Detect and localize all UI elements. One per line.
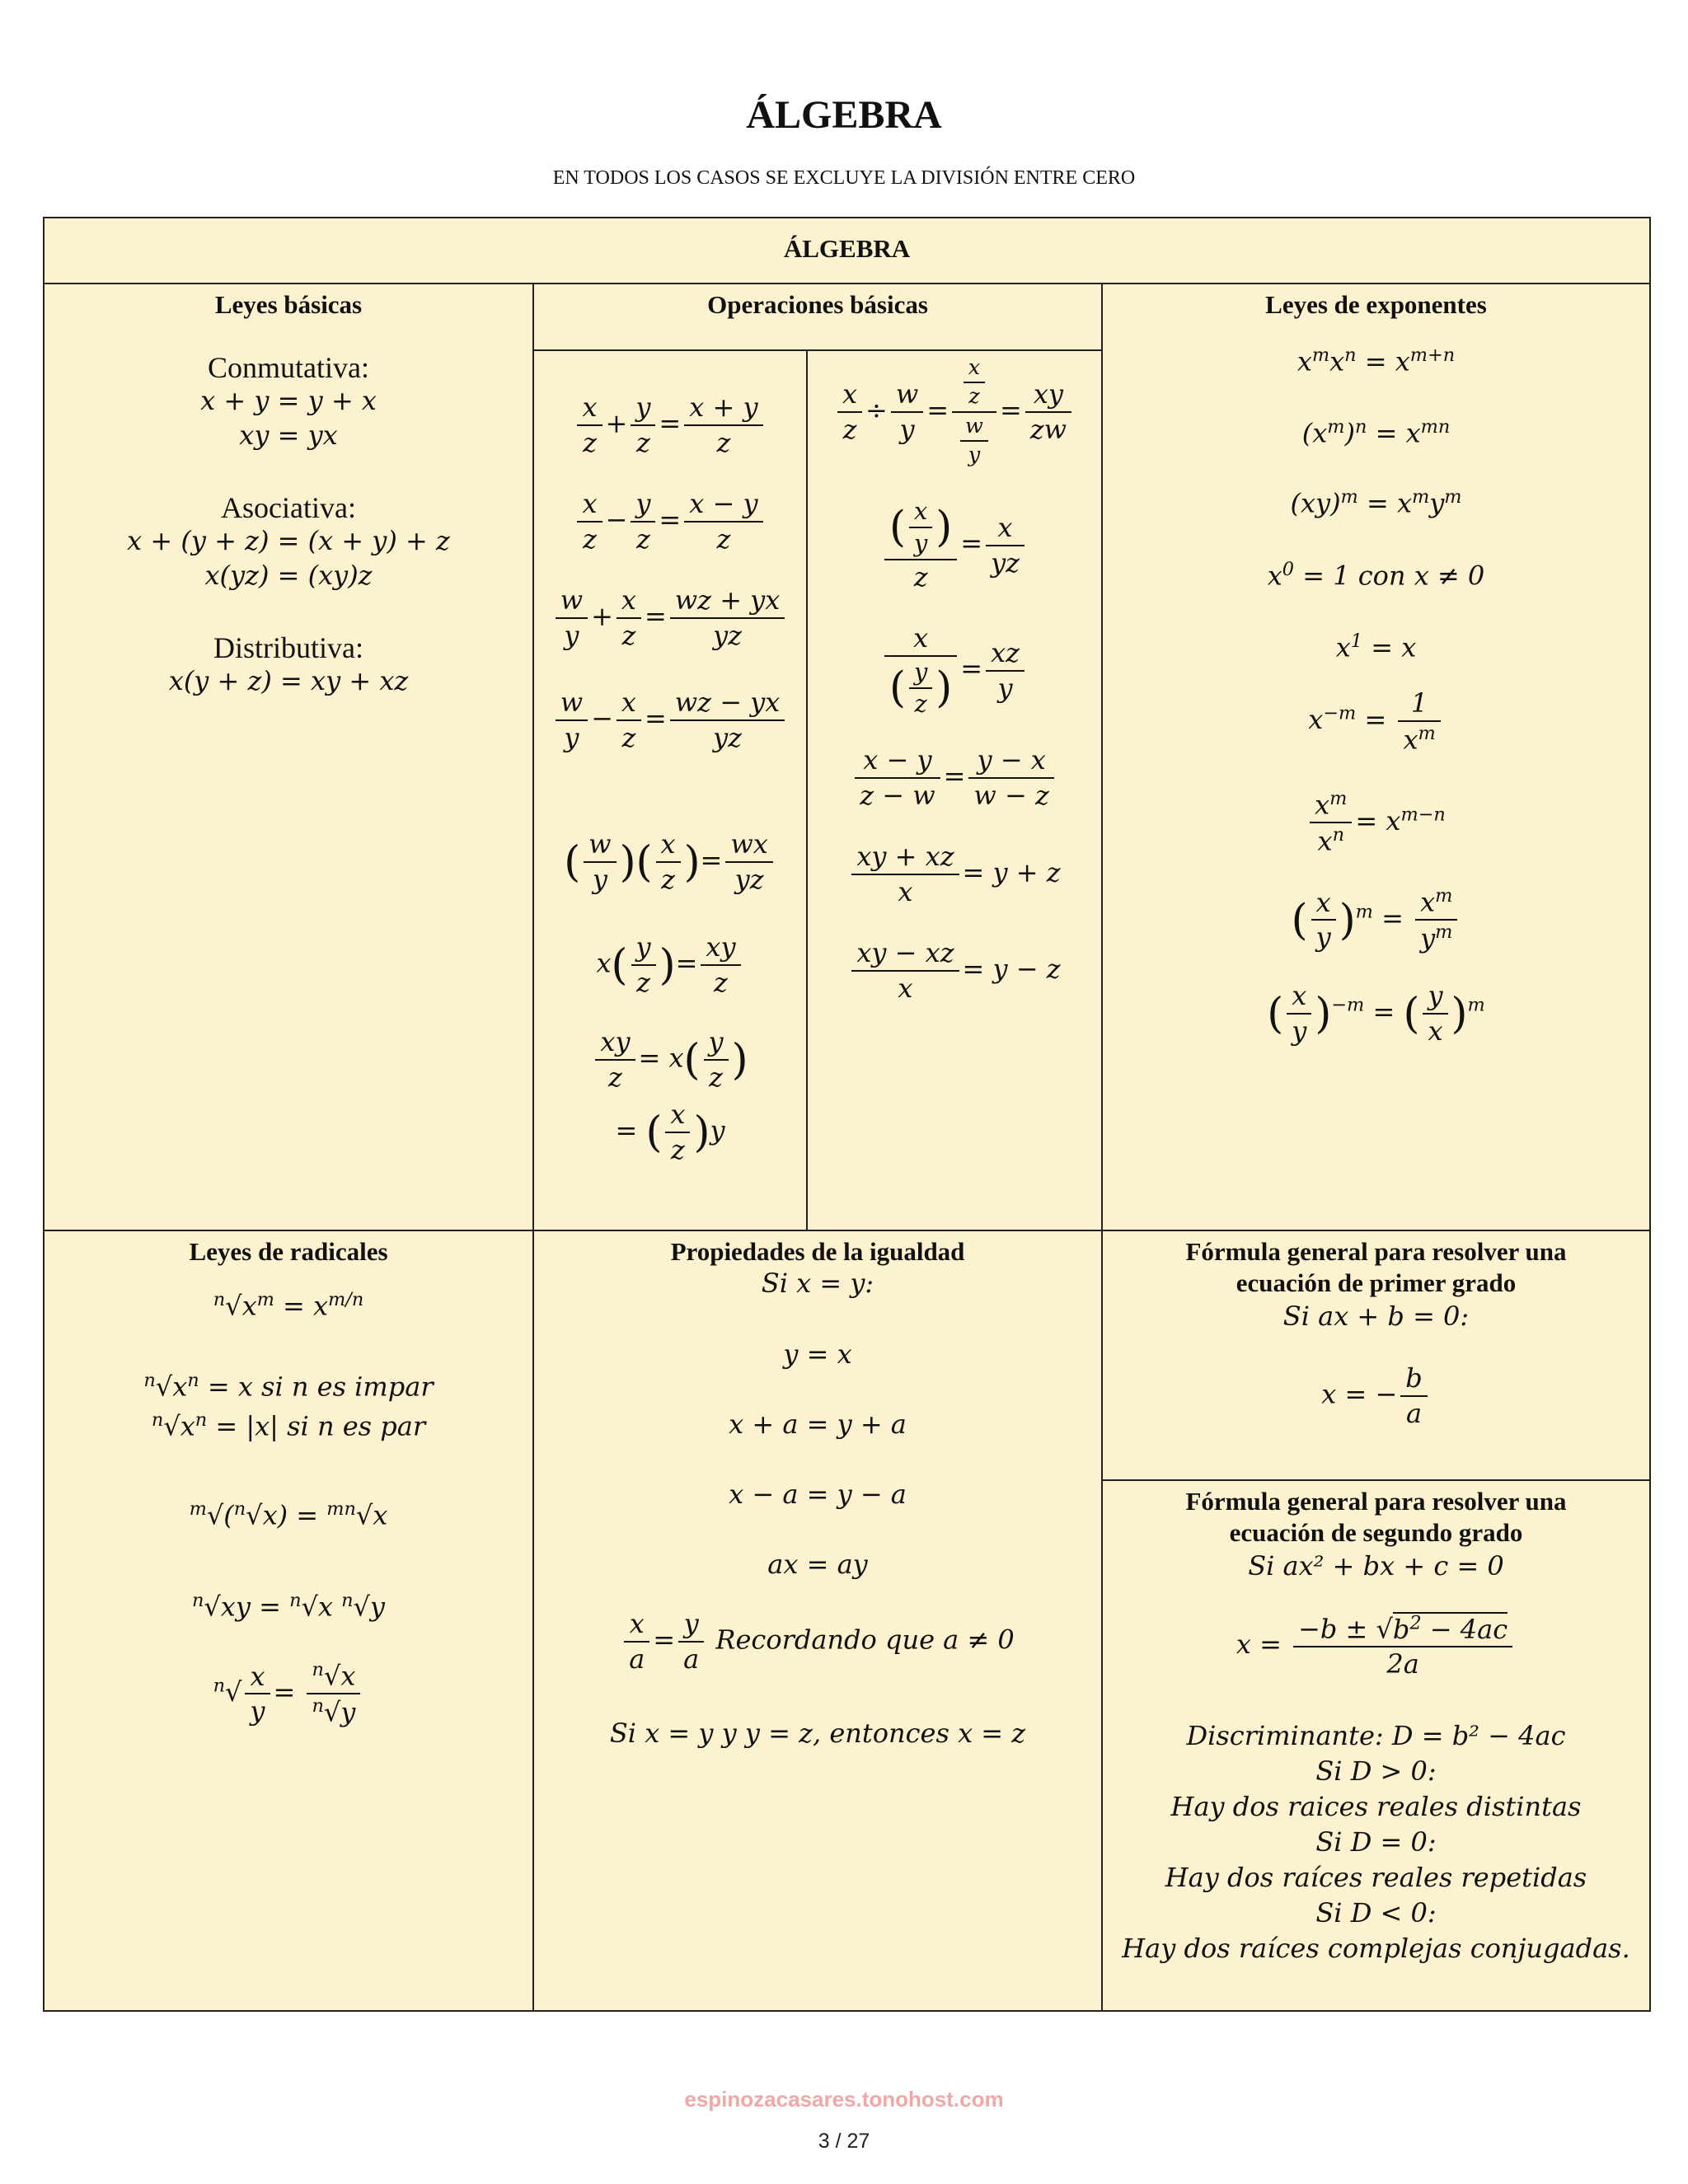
formula-table [43, 217, 1651, 2012]
equality-properties-header: Propiedades de la igualdad [670, 1237, 965, 1266]
radical-to-exponent: $^n√x^m = x^{m/n}$ [213, 1289, 364, 1322]
distributive-label: Distributiva: [213, 631, 363, 664]
fraction-rearrangement: $\frac{xy}{z}$ = x( $\frac{y}{z}$ ) [534, 1027, 806, 1093]
exp-negative: $x^{-m}$ = $\frac{1}{x^m}$ [1103, 688, 1649, 755]
page-subtitle: EN TODOS LOS CASOS SE EXCLUYE LA DIVISIÓN ENTRE CERO [552, 167, 1136, 189]
second-degree-header-1: Fórmula general para resolver una [1185, 1487, 1567, 1516]
equality-symmetric: y = x [783, 1338, 852, 1370]
exp-quotient: $\frac{x^m}{x^n}$ = $x^{m-n}$ [1103, 789, 1649, 857]
exp-fraction-power: ( $\frac{x}{y}$ )$^m$ = $\frac{x^m}{y^m}$ [1103, 886, 1649, 954]
equality-intro: Si x = y: [761, 1268, 874, 1299]
first-degree-header-2: ecuación de primer grado [1236, 1268, 1517, 1297]
quadratic-formula: x = $\frac{-b \pm √b^2 - 4ac}{2a}$ [1103, 1613, 1649, 1680]
exp-zero: $x^0 = 1$ con x ≠ 0 [1267, 559, 1485, 592]
radical-product: $^n$√xy = $^n$√x $^n$√y [191, 1590, 385, 1623]
radical-laws-header: Leyes de radicales [189, 1237, 388, 1266]
compound-fraction-2: x ( $\frac{y}{z}$ ) = $\frac{xz}{y}$ [808, 623, 1101, 718]
basic-operations-right [808, 351, 1101, 1230]
footer-url: espinozacasares.tonohost.com [684, 2087, 1004, 2111]
associative-product: x(yz) = (xy)z [204, 560, 373, 591]
exp-power: $(x^m)^n = x^{mn}$ [1301, 416, 1451, 449]
case-zero-text: Hay dos raíces reales repetidas [1165, 1862, 1587, 1893]
fraction-sum: $\frac{x}{z}$ + $\frac{y}{z}$ = $\frac{x + y}{z}$ [534, 392, 806, 458]
fraction-difference-unlike: $\frac{w}{y}$ − $\frac{x}{z}$ = $\frac{wz - yx}{yz}$ [534, 687, 806, 753]
fraction-sum-unlike: $\frac{w}{y}$ + $\frac{x}{z}$ = $\frac{wz + yx}{yz}$ [534, 585, 806, 651]
compound-fraction-1: ( $\frac{x}{y}$ ) z = $\frac{x}{yz}$ [808, 498, 1101, 593]
page-title: ÁLGEBRA [746, 93, 942, 137]
first-degree-condition: Si ax + b = 0: [1282, 1301, 1470, 1332]
first-degree-header-1: Fórmula general para resolver una [1185, 1237, 1567, 1266]
commutative-product: xy = yx [239, 419, 338, 451]
sign-swap: $\frac{x - y}{z - w}$ = $\frac{y - x}{w - z}$ [808, 745, 1101, 811]
second-degree-condition: Si ax² + bx + c = 0 [1248, 1550, 1504, 1582]
factor-difference: $\frac{xy - xz}{x}$ = y − z [808, 938, 1101, 1004]
radical-quotient: $^n$√ $\frac{x}{y}$ = $\frac{^n√x}{^n√y}$ [45, 1660, 532, 1728]
second-degree-cell [1103, 1481, 1649, 2010]
distributive-law: x(y + z) = xy + xz [168, 665, 409, 696]
fraction-rearrangement-2: = ( $\frac{x}{z}$ )y [615, 1099, 725, 1165]
fraction-difference: $\frac{x}{z}$ − $\frac{y}{z}$ = $\frac{x - y}{z}$ [534, 489, 806, 555]
fraction-division: $\frac{x}{z}$ ÷ $\frac{w}{y}$ = $\frac{\frac{x}{z}}{\frac{w}{y}}$ = $\frac{xy}{zw}$ [808, 356, 1101, 468]
case-negative: Si D < 0: [1315, 1897, 1437, 1929]
radical-even: $^n√x^n = |x|$ si n es par [151, 1409, 426, 1442]
equality-transitive: Si x = y y y = z, entonces x = z [609, 1718, 1026, 1749]
case-positive: Si D > 0: [1315, 1755, 1437, 1787]
commutative-sum: x + y = y + x [200, 385, 377, 416]
exponent-laws-cell [1103, 284, 1649, 1230]
equality-division-note: Recordando que a ≠ 0 [715, 1624, 1015, 1656]
basic-laws-header: Leyes básicas [214, 290, 363, 319]
equality-multiplication: ax = ay [767, 1549, 868, 1580]
exp-fraction-negative: ( $\frac{x}{y}$ )$^{-m}$ = ( $\frac{y}{x}$ )$^m$ [1267, 980, 1485, 1047]
basic-laws-cell [45, 284, 532, 1230]
exp-product-power: $(xy)^m = x^my^m$ [1290, 486, 1462, 519]
fraction-product: ( $\frac{w}{y}$ )( $\frac{x}{z}$ )= $\frac{wx}{yz}$ [534, 829, 806, 895]
first-degree-cell [1103, 1231, 1649, 1479]
associative-sum: x + (y + z) = (x + y) + z [127, 525, 450, 556]
equality-properties-cell [534, 1231, 1101, 2010]
radical-laws-cell [45, 1231, 532, 2010]
exponent-laws-header: Leyes de exponentes [1265, 290, 1487, 319]
second-degree-header-2: ecuación de segundo grado [1229, 1518, 1523, 1547]
basic-operations-left [534, 351, 806, 1230]
commutative-label: Conmutativa: [208, 351, 369, 384]
case-negative-text: Hay dos raíces complejas conjugadas. [1122, 1933, 1630, 1964]
scalar-fraction-product: x( $\frac{y}{z}$ )= $\frac{xy}{z}$ [534, 932, 806, 998]
radical-nested: $^m$√($^n$√x) = $^{mn}$√x [189, 1498, 388, 1531]
equality-division: $\frac{x}{a}$ = $\frac{y}{a}$ Recordando que a ≠ 0 [534, 1609, 1101, 1675]
basic-operations-header: Operaciones básicas [707, 290, 928, 319]
associative-label: Asociativa: [221, 491, 356, 524]
case-zero: Si D = 0: [1315, 1826, 1437, 1858]
exp-one: $x^1 = x$ [1335, 630, 1417, 663]
equality-subtraction: x − a = y − a [729, 1479, 907, 1510]
table-title: ÁLGEBRA [783, 234, 911, 263]
radical-odd: $^n√x^n = x$ si n es impar [143, 1370, 434, 1403]
equality-addition: x + a = y + a [729, 1408, 907, 1440]
exp-product: $x^mx^n = x^{m+n}$ [1296, 344, 1456, 377]
factor-sum: $\frac{xy + xz}{x}$ = y + z [808, 841, 1101, 907]
discriminant: Discriminante: D = b² − 4ac [1186, 1720, 1566, 1751]
page-number: 3 / 27 [818, 2130, 870, 2153]
first-degree-solution: x = − $\frac{b}{a}$ [1103, 1363, 1649, 1429]
case-positive-text: Hay dos raices reales distintas [1170, 1791, 1582, 1822]
